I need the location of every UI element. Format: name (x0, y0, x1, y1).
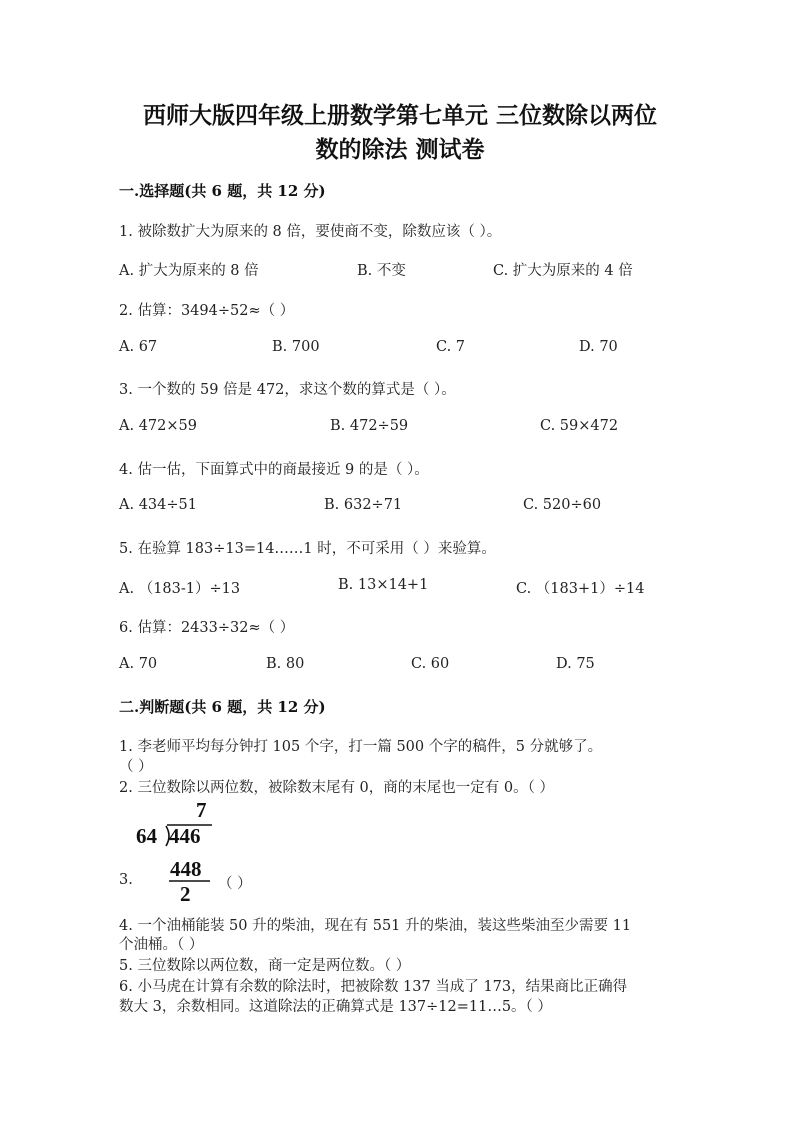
option-2a: A. 67 (119, 339, 158, 355)
option-2c: C. 7 (436, 339, 466, 355)
page-title-line-2: 数的除法 测试卷 (315, 136, 485, 163)
division-bracket-lines (136, 802, 216, 892)
page-title-line-1: 西师大版四年级上册数学第七单元 三位数除以两位 (142, 102, 657, 129)
option-1c: C. 扩大为原来的 4 倍 (493, 263, 633, 279)
question-3: 3. 一个数的 59 倍是 472，求这个数的算式是（ ）。 (119, 382, 456, 398)
long-division-figure (136, 798, 216, 906)
judge-question-6-cont: 数大 3，余数相同。这道除法的正确算式是 137÷12=11…5。（ ） (119, 999, 552, 1015)
option-3a: A. 472×59 (119, 418, 197, 434)
question-4: 4. 估一估，下面算式中的商最接近 9 的是（ ）。 (119, 462, 429, 478)
division-product: 448 (170, 857, 202, 881)
judge-question-2: 2. 三位数除以两位数，被除数末尾有 0，商的末尾也一定有 0。（ ） (119, 780, 554, 796)
option-6c: C. 60 (411, 656, 450, 672)
option-2d: D. 70 (579, 339, 618, 355)
option-3b: B. 472÷59 (330, 418, 409, 434)
division-quotient: 7 (196, 798, 207, 822)
section-heading-choice: 一.选择题(共 6 题，共 12 分) (119, 182, 326, 200)
option-6d: D. 75 (556, 656, 595, 672)
option-2b: B. 700 (272, 339, 320, 355)
question-6: 6. 估算：2433÷32≈（ ） (119, 620, 295, 636)
section-heading-judgement: 二.判断题(共 6 题，共 12 分) (119, 698, 326, 716)
option-1b: B. 不变 (357, 263, 406, 279)
judge-question-3-label: 3. (119, 872, 133, 888)
judge-question-4-cont: 个油桶。（ ） (119, 937, 204, 953)
question-5: 5. 在验算 183÷13=14……1 时，不可采用（ ）来验算。 (119, 541, 496, 557)
option-4a: A. 434÷51 (119, 497, 197, 513)
judge-question-6: 6. 小马虎在计算有余数的除法时，把被除数 137 当成了 173，结果商比正确得 (119, 979, 628, 995)
division-remainder: 2 (180, 882, 191, 906)
judge-question-1: 1. 李老师平均每分钟打 105 个字，打一篇 500 个字的稿件，5 分就够了。 (119, 739, 603, 755)
judge-question-1-blank: （ ） (119, 759, 153, 775)
division-dividend: 446 (169, 824, 201, 848)
question-1: 1. 被除数扩大为原来的 8 倍，要使商不变，除数应该（ ）。 (119, 224, 502, 240)
option-4c: C. 520÷60 (523, 497, 602, 513)
option-5c: C. （183+1）÷14 (516, 581, 645, 597)
option-1a: A. 扩大为原来的 8 倍 (119, 263, 259, 279)
option-5a: A. （183-1）÷13 (119, 581, 241, 597)
option-6a: A. 70 (119, 656, 158, 672)
option-5b: B. 13×14+1 (338, 577, 429, 593)
judge-question-5: 5. 三位数除以两位数，商一定是两位数。（ ） (119, 958, 411, 974)
judge-question-3-blank: （ ） (218, 876, 252, 892)
option-6b: B. 80 (266, 656, 305, 672)
question-2: 2. 估算：3494÷52≈（ ） (119, 303, 295, 319)
option-4b: B. 632÷71 (324, 497, 403, 513)
division-divisor: 64 (136, 824, 157, 848)
option-3c: C. 59×472 (540, 418, 619, 434)
judge-question-4: 4. 一个油桶能装 50 升的柴油，现在有 551 升的柴油，装这些柴油至少需要 11 (119, 918, 632, 934)
